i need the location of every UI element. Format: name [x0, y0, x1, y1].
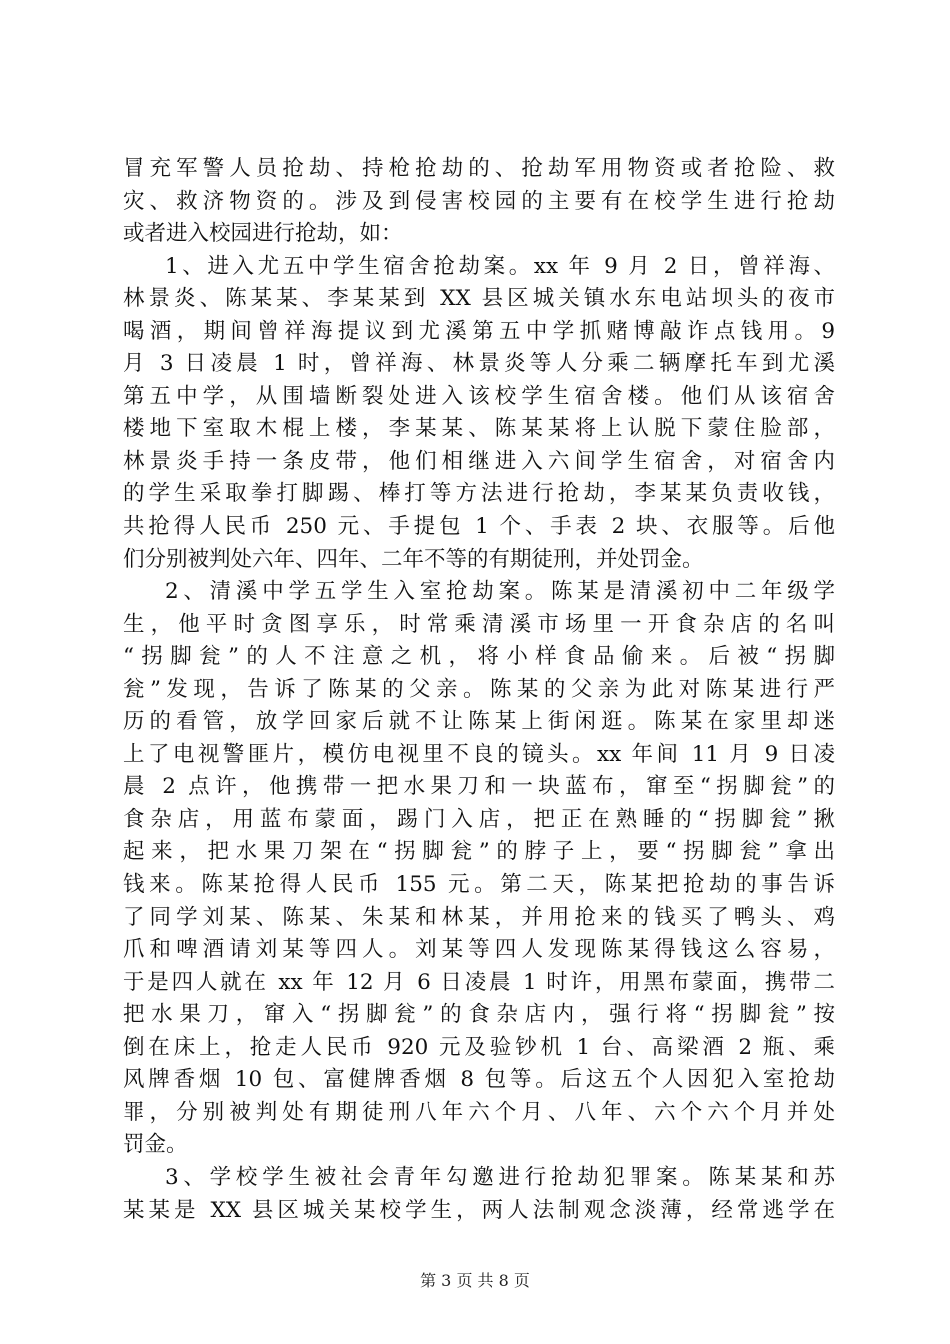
text-line: 楼地下室取木棍上楼，李某某、陈某某将上认脱下蒙住脸部， [123, 416, 835, 442]
text-line: 爪和啤酒请刘某等四人。刘某等四人发现陈某得钱这么容易， [123, 937, 835, 963]
text-line: 喝酒，期间曾祥海提议到尤溪第五中学抓赌博敲诈点钱用。9 [123, 318, 835, 344]
text-line: 罚金。 [123, 1132, 188, 1158]
text-line: 们分别被判处六年、四年、二年不等的有期徒刑，并处罚金。 [123, 546, 704, 572]
text-line: 起来，把水果刀架在“拐脚瓮”的脖子上，要“拐脚瓮”拿出 [123, 839, 835, 865]
text-line: 风牌香烟 10 包、富健牌香烟 8 包等。后这五个人因犯入室抢劫 [123, 1067, 835, 1093]
text-line: 倒在床上，抢走人民币 920 元及验钞机 1 台、高梁酒 2 瓶、乘 [123, 1034, 835, 1060]
text-line: 晨 2 点许，他携带一把水果刀和一块蓝布，窜至“拐脚瓮”的 [123, 774, 835, 800]
text-line: 共抢得人民币 250 元、手提包 1 个、手表 2 块、衣服等。后他 [123, 514, 835, 540]
text-line: 或者进入校园进行抢劫，如： [123, 221, 403, 247]
text-line: 2、清溪中学五学生入室抢劫案。陈某是清溪初中二年级学 [165, 579, 835, 605]
text-line: 月 3 日凌晨 1 时，曾祥海、林景炎等人分乘二辆摩托车到尤溪 [123, 351, 835, 377]
text-line: 某某是 XX 县区城关某校学生，两人法制观念淡薄，经常逃学在 [123, 1197, 835, 1223]
text-line: 3、学校学生被社会青年勾邀进行抢劫犯罪案。陈某某和苏 [165, 1164, 835, 1190]
text-line: 于是四人就在 xx 年 12 月 6 日凌晨 1 时许，用黑布蒙面，携带二 [123, 969, 835, 995]
text-line: 林景炎手持一条皮带，他们相继进入六间学生宿舍，对宿舍内 [123, 448, 835, 474]
text-line: 瓮”发现，告诉了陈某的父亲。陈某的父亲为此对陈某进行严 [123, 676, 835, 702]
text-line: 了同学刘某、陈某、朱某和林某，并用抢来的钱买了鸭头、鸡 [123, 904, 835, 930]
text-line: “拐脚瓮”的人不注意之机，将小样食品偷来。后被“拐脚 [123, 644, 835, 670]
text-line: 的学生采取拳打脚踢、棒打等方法进行抢劫，李某某负责收钱， [123, 481, 835, 507]
page-footer: 第 3 页 共 8 页 [420, 1271, 530, 1290]
text-line: 灾、救济物资的。涉及到侵害校园的主要有在校学生进行抢劫 [123, 188, 835, 214]
text-line: 上了电视警匪片，模仿电视里不良的镜头。xx 年间 11 月 9 日凌 [123, 741, 835, 767]
text-line: 冒充军警人员抢劫、持枪抢劫的、抢劫军用物资或者抢险、救 [123, 156, 835, 181]
body-text [123, 153, 835, 1227]
text-line: 林景炎、陈某某、李某某到 XX 县区城关镇水东电站坝头的夜市 [123, 286, 835, 312]
text-line: 把水果刀，窜入“拐脚瓮”的食杂店内，强行将“拐脚瓮”按 [123, 1002, 835, 1028]
text-line: 钱来。陈某抢得人民币 155 元。第二天，陈某把抢劫的事告诉 [123, 872, 835, 898]
text-line: 罪，分别被判处有期徒刑八年六个月、八年、六个六个月并处 [123, 1099, 835, 1125]
text-line: 1、进入尤五中学生宿舍抢劫案。xx 年 9 月 2 日，曾祥海、 [165, 253, 835, 279]
text-line: 历的看管，放学回家后就不让陈某上街闲逛。陈某在家里却迷 [123, 709, 835, 735]
text-line: 第五中学，从围墙断裂处进入该校学生宿舍楼。他们从该宿舍 [123, 383, 835, 409]
text-line: 生，他平时贪图享乐，时常乘清溪市场里一开食杂店的名叫 [123, 611, 835, 637]
text-line: 食杂店，用蓝布蒙面，踢门入店，把正在熟睡的“拐脚瓮”揪 [123, 806, 835, 832]
